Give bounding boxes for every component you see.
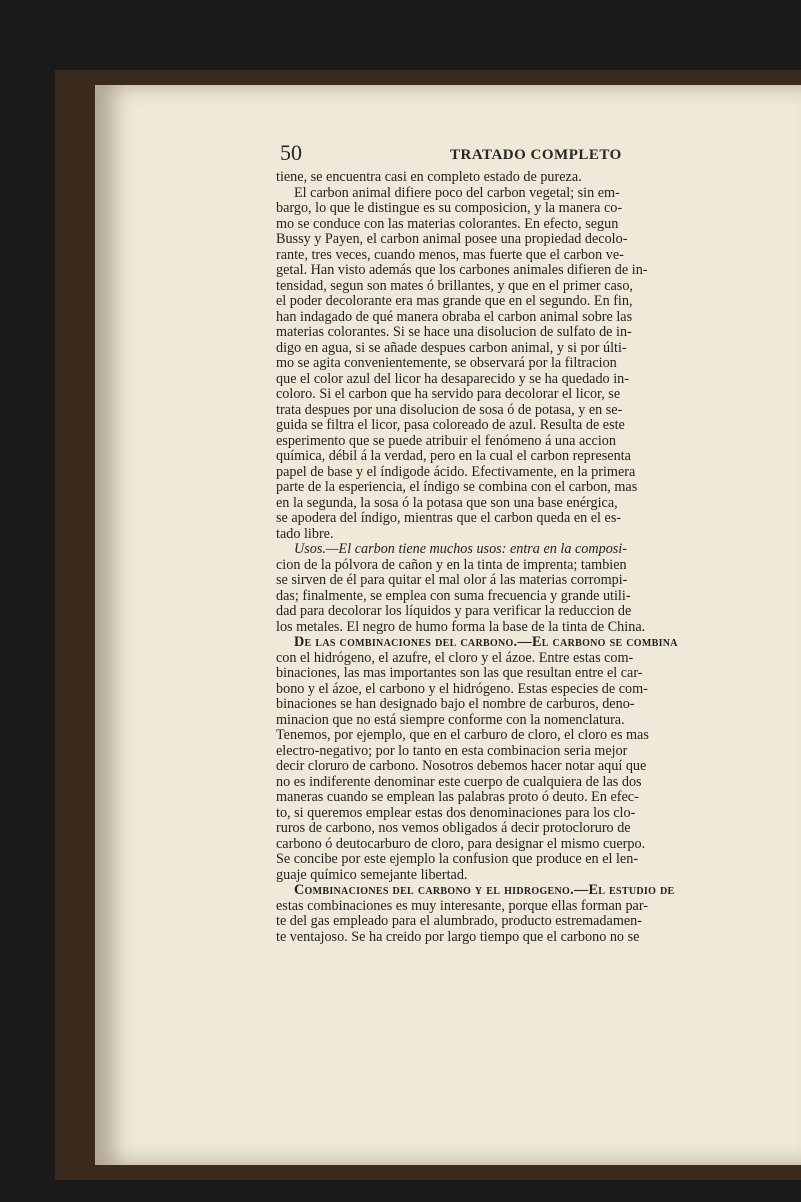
body-text: [276, 170, 766, 945]
text-line: maneras cuando se emplean las palabras proto ó deuto. En efec-: [276, 790, 639, 805]
text-line: bono y el ázoe, el carbono y el hidrógeno. Estas especies de com-: [276, 681, 648, 697]
text-line: el poder decolorante era mas grande que en el segundo. En fin,: [276, 294, 633, 309]
page-number: 50: [280, 140, 302, 165]
text-line: bargo, lo que le distingue es su composicion, y la manera co-: [276, 201, 623, 216]
text-line: guida se filtra el licor, pasa coloreado de azul. Resulta de este: [276, 418, 625, 433]
text-line: tado libre.: [276, 526, 334, 542]
text-line: cion de la pólvora de cañon y en la tinta de imprenta; tambien: [276, 557, 627, 573]
text-line: con el hidrógeno, el azufre, el cloro y el ázoe. Entre estas com-: [276, 650, 634, 666]
text-line: decir cloruro de carbono. Nosotros debemos hacer notar aquí que: [276, 759, 647, 774]
text-line: carbono ó deutocarburo de cloro, para designar el mismo cuerpo.: [276, 836, 646, 852]
text-line: minacion que no está siempre conforme con la nomenclatura.: [276, 712, 625, 728]
text-line: digo en agua, si se añade despues carbon animal, y si por últi-: [276, 340, 627, 356]
text-line: guaje químico semejante libertad.: [276, 867, 468, 883]
text-line: to, si queremos emplear estas dos denominaciones para los clo-: [276, 805, 636, 821]
text-line: te ventajoso. Se ha creido por largo tiempo que el carbono no se: [276, 929, 640, 945]
text-line: getal. Han visto además que los carbones animales difieren de in-: [276, 263, 648, 278]
text-line: Combinaciones del carbono y el hidrogeno.—El estudio de: [294, 883, 675, 898]
text-line: parte de la esperiencia, el índigo se combina con el carbon, mas: [276, 480, 638, 495]
text-line: El carbon animal difiere poco del carbon vegetal; sin em-: [294, 185, 620, 201]
text-line: han indagado de qué manera obraba el carbon animal sobre las: [276, 309, 633, 325]
text-line: Usos.—El carbon tiene muchos usos: entra en la composi-: [294, 542, 627, 557]
text-line: papel de base y el índigode ácido. Efectivamente, en la primera: [276, 464, 636, 480]
text-line: mo se conduce con las materias colorantes. En efecto, segun: [276, 216, 619, 232]
text-line: esperimento que se puede atribuir el fenómeno á una accion: [276, 433, 616, 449]
text-line: materias colorantes. Si se hace una disolucion de sulfato de in-: [276, 325, 632, 340]
text-line: química, débil á la verdad, pero en la cual el carbon representa: [276, 449, 631, 464]
text-line: en la segunda, la sosa ó la potasa que son una base enérgica,: [276, 495, 618, 511]
text-line: De las combinaciones del carbono.—El carbono se combina: [294, 635, 678, 650]
text-line: Bussy y Payen, el carbon animal posee una propiedad decolo-: [276, 232, 628, 247]
text-line: estas combinaciones es muy interesante, porque ellas forman par-: [276, 898, 649, 914]
text-line: coloro. Si el carbon que ha servido para decolorar el licor, se: [276, 387, 621, 402]
text-line: te del gas empleado para el alumbrado, producto estremadamen-: [276, 914, 642, 929]
text-line: los metales. El negro de humo forma la base de la tinta de China.: [276, 619, 646, 635]
text-line: dad para decolorar los líquidos y para verificar la reduccion de: [276, 604, 632, 619]
text-line: no es indiferente denominar este cuerpo de cualquiera de las dos: [276, 774, 642, 790]
text-line: das; finalmente, se emplea con suma frecuencia y grande utili-: [276, 588, 631, 604]
running-title: TRATADO COMPLETO: [450, 147, 622, 163]
text-line: tiene, se encuentra casi en completo estado de pureza.: [276, 170, 582, 185]
text-line: tensidad, segun son mates ó brillantes, y que en el primer caso,: [276, 278, 633, 294]
text-line: Tenemos, por ejemplo, que en el carburo de cloro, el cloro es mas: [276, 728, 649, 743]
text-line: Se concibe por este ejemplo la confusion que produce en el len-: [276, 852, 639, 867]
text-line: ruros de carbono, nos vemos obligados á decir protocloruro de: [276, 821, 631, 836]
text-line: electro-negativo; por lo tanto en esta combinacion seria mejor: [276, 743, 628, 759]
text-line: se apodera del índigo, mientras que el carbon queda en el es-: [276, 511, 622, 526]
text-line: mo se agita convenientemente, se observará por la filtracion: [276, 356, 617, 371]
text-line: trata despues por una disolucion de sosa ó de potasa, y en se-: [276, 402, 623, 418]
text-line: rante, tres veces, cuando menos, mas fuerte que el carbon ve-: [276, 247, 624, 263]
page-header: [280, 140, 760, 170]
text-line: se sirven de él para quitar el mal olor á las materias corrompi-: [276, 573, 628, 588]
text-line: binaciones se han designado bajo el nombre de carburos, deno-: [276, 697, 635, 712]
text-line: que el color azul del licor ha desaparecido y se ha quedado in-: [276, 371, 629, 387]
text-line: binaciones, las mas importantes son las que resultan entre el car-: [276, 666, 643, 681]
